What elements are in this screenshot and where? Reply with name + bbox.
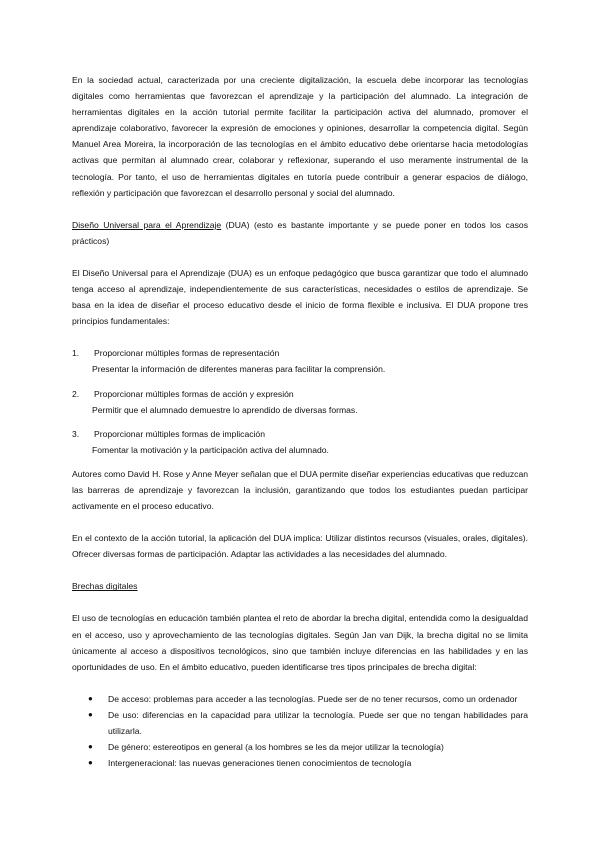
gap-text: De acceso: problemas para acceder a las tecnologías. Puede ser de no tener recursos, como un ordenador xyxy=(108,693,518,704)
bullet-icon: ● xyxy=(88,742,93,752)
principle-number: 1. xyxy=(72,348,80,359)
principle-description: Presentar la información de diferentes maneras para facilitar la comprensión. xyxy=(92,364,386,375)
dua-heading xyxy=(72,217,528,249)
gap-text: Intergeneracional: las nuevas generaciones tienen conocimientos de tecnología xyxy=(108,758,412,769)
principle-item xyxy=(72,386,528,418)
bullet-icon: ● xyxy=(88,758,93,768)
dua-intro-paragraph: El Diseño Universal para el Aprendizaje (DUA) es un enfoque pedagógico que busca garantizar que todo el alumnado tenga acceso al aprendizaje, independientemente de sus características, necesidades o estilos de aprendizaje. Se basa en la idea de diseñar el proceso educativo desde el inicio de forma flexible e inclusiva. El DUA propone tres principios fundamentales: xyxy=(72,267,528,327)
principle-title: Proporcionar múltiples formas de representación xyxy=(94,348,280,359)
gap-item xyxy=(72,691,528,707)
gap-text: De uso: diferencias en la capacidad para utilizar la tecnología. Puede ser que no tengan habilidades para utilizarla. xyxy=(108,709,528,736)
bullet-icon: ● xyxy=(88,709,93,719)
gaps-heading xyxy=(72,578,528,594)
dua-heading-title: Diseño Universal para el Aprendizaje xyxy=(72,219,222,230)
bullet-icon: ● xyxy=(88,693,93,703)
tutorial-paragraph: En el contexto de la acción tutorial, la aplicación del DUA implica: Utilizar distintos recursos (visuales, orales, digitales). Ofrecer diversas formas de participación. Adaptar las actividades a las necesidades del alumnado. xyxy=(72,533,528,560)
document-page xyxy=(72,72,528,771)
gaps-heading-title: Brechas digitales xyxy=(72,581,138,592)
gap-item xyxy=(72,755,528,771)
principle-description: Fomentar la motivación y la participación activa del alumnado. xyxy=(92,444,329,455)
gap-item xyxy=(72,739,528,755)
gaps-intro-paragraph: El uso de tecnologías en educación también plantea el reto de abordar la brecha digital, entendida como la desigualdad en el acceso, uso y aprovechamiento de las tecnologías digitales. Según Jan van Dijk, la brecha digital no se limita únicamente al acceso a dispositivos tecnológicos, sino que también incluye diferencias en las habilidades y en las oportunidades de uso. En el ámbito educativo, pueden identificarse tres tipos principales de brecha digital: xyxy=(72,613,528,672)
principle-item xyxy=(72,345,528,377)
principle-description: Permitir que el alumnado demuestre lo aprendido de diversas formas. xyxy=(92,404,358,415)
gaps-list xyxy=(72,691,528,771)
gap-item xyxy=(72,707,528,739)
principle-number: 3. xyxy=(72,428,80,439)
principle-number: 2. xyxy=(72,388,80,399)
authors-paragraph: Autores como David H. Rose y Anne Meyer señalan que el DUA permite diseñar experiencias educativas que reduzcan las barreras de aprendizaje y favorezcan la inclusión, garantizando que todos los estudiantes puedan participar activamente en el proceso educativo. xyxy=(72,468,528,512)
principle-title: Proporcionar múltiples formas de implicación xyxy=(94,428,265,439)
dua-heading-note: (DUA) (esto es bastante importante y se puede poner en todos los casos prácticos) xyxy=(72,219,529,246)
gap-text: De género: estereotipos en general (a los hombres se les da mejor utilizar la tecnología) xyxy=(108,742,444,753)
principle-title: Proporcionar múltiples formas de acción y expresión xyxy=(94,388,294,399)
principles-list xyxy=(72,345,528,458)
intro-paragraph: En la sociedad actual, caracterizada por una creciente digitalización, la escuela debe incorporar las tecnologías digitales como herramientas que favorezcan el aprendizaje y la participación del alumnado. La integración de herramientas digitales en la acción tutorial permite facilitar la participación activa del alumnado, promover el aprendizaje colaborativo, favorecer la expresión de emociones y opiniones, desarrollar la competencia digital. Según Manuel Area Moreira, la incorporación de las tecnologías en el ámbito educativo debe orientarse hacia metodologías activas que permitan al alumnado crear, colaborar y reflexionar, superando el uso meramente instrumental de la tecnología. Por tanto, el uso de herramientas digitales en tutoría puede contribuir a generar espacios de diálogo, reflexión y participación que favorezcan el desarrollo personal y social del alumnado. xyxy=(72,75,528,198)
principle-item xyxy=(72,426,528,458)
